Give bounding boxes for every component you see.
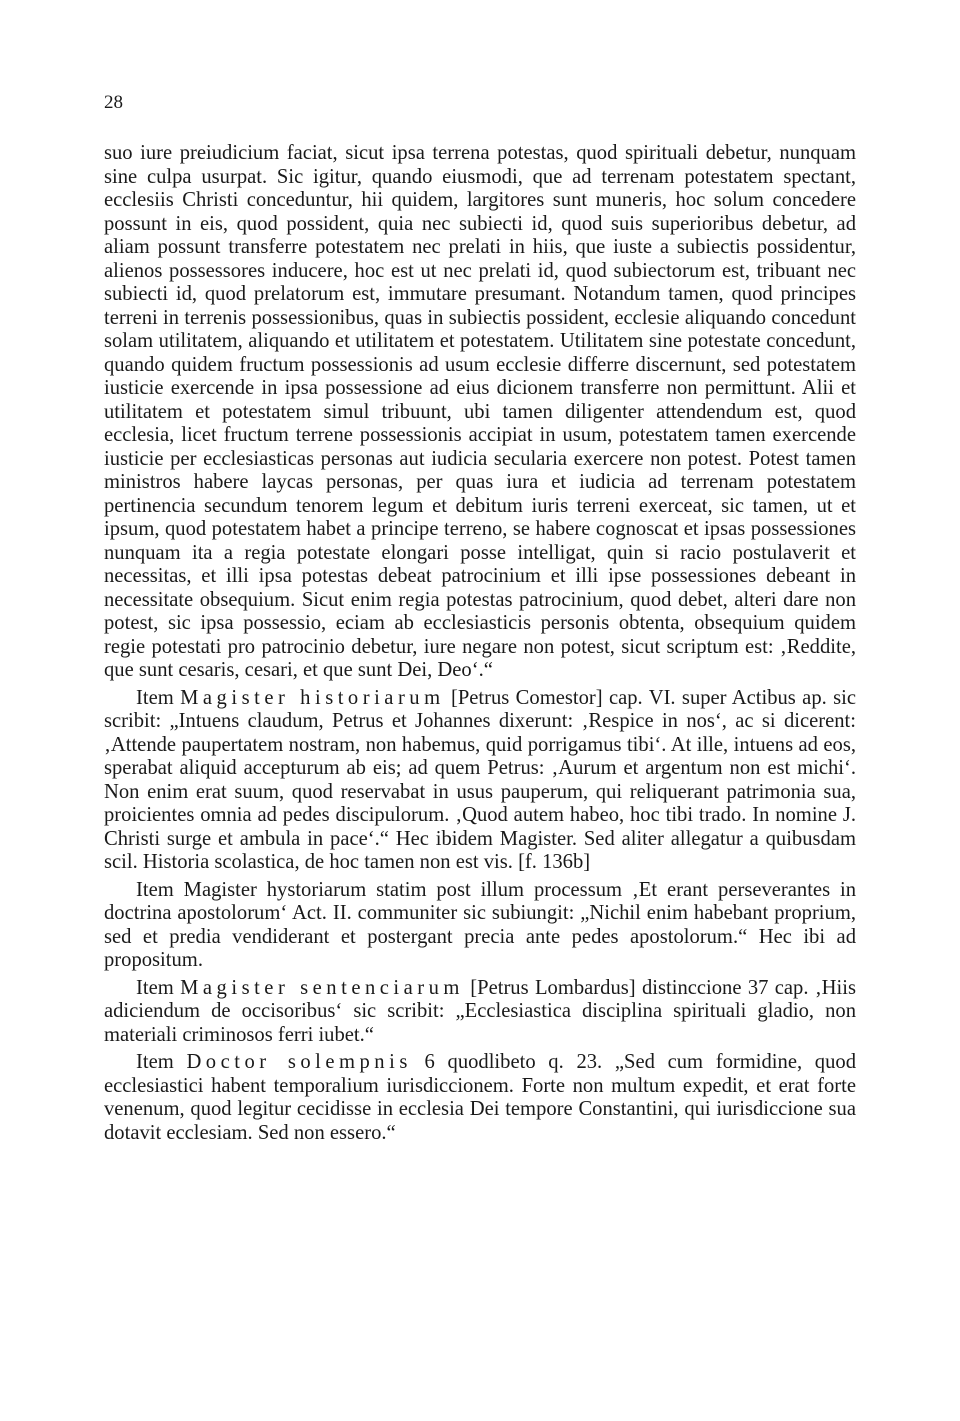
paragraph-p3	[104, 879, 856, 973]
page-number: 28	[104, 92, 123, 113]
spaced-author-name: Magister sentenciarum	[180, 976, 464, 999]
spaced-author-name: Magister historiarum	[180, 686, 445, 709]
text-segment: [Petrus Comestor] cap. VI. super Actibus ap. sic scribit: „Intuens claudum, Petrus et Johannes dixerunt: ‚Respice in nos‘, ac si dicerent: ‚Attende paupertatem nostram, non habemus, quid porrigamus tibi‘. At ille, intuens ad eos, sperabat aliquid accepturum ab eis; ad quem Petrus: ‚Aurum et argentum non est michi‘. Non enim erat suum, quod reservabat in usus pauperum, qui reliquerant patrimonia sua, proicientes omnia ad pedes discipulorum. ‚Quod autem habeo, hoc tibi trado. In nomine J. Christi surge et ambula in pace‘.“ Hec ibidem Magister. Sed aliter allegatur a quibusdam scil. Historia scolastica, de hoc tamen non est vis. [f. 136b]	[104, 686, 856, 873]
text-segment: 6 quodlibeto q. 23. „Sed cum formidine, quod ecclesiastici habent temporalium iurisdiccionem. Forte non multum expedit, et erat forte venenum, quod legitur cecidisse in ecclesia Dei tempore Constantini, qui iurisdiccione sua dotavit ecclesiam. Sed non essero.“	[104, 1051, 856, 1144]
text-segment: Item	[136, 1051, 187, 1073]
text-segment: [Petrus Lombardus] distinccione 37 cap. ‚Hiis adiciendum de occisoribus‘ sic scribit: „Ecclesiastica disciplina spirituali gladio, non materiali criminosos ferri iubet.“	[104, 976, 857, 1046]
paragraph-p2	[104, 687, 856, 875]
text-segment: suo iure preiudicium faciat, sicut ipsa terrena potestas, quod spirituali debetur, nunquam sine culpa usurpat. Sic igitur, quando eiusmodi, que ad terrenam potestatem spectant, ecclesiis Christi conceduntur, hii quidem, largitores sunt muneris, hoc solum concedere possunt in eis, quod possident, quia nec subiecti id, quod suis superioribus debetur, ad aliam possunt transferre potestatem nec prelati in hiis, que iuste a subiectis possidentur, alienos possessores inducere, hoc est ut nec prelati id, quod subiectorum est, tribuant nec subiecti id, quod prelatorum est, immutare presumant. Notandum tamen, quod principes terreni in terrenis possessionibus, quas in subiectis possident, ecclesie aliquando concedunt solam utilitatem, aliquando et utilitatem et potestatem. Utilitatem sine potestate concedunt, quando quidem fructum possessionis ad usum ecclesie differre discernunt, sed potestatem iusticie exercende in ipsa possessione ad eius dicionem transferre non permittunt. Alii et utilitatem et potestatem simul tribuunt, ubi tamen diligenter attendendum est, quod ecclesia, licet fructum terrene possessionis accipiat in usum, potestatem tamen exercende iusticie per ecclesiasticas personas aut iudicia secularia exercere non potest. Potest tamen ministros habere laycas personas, per quas iura et iudicia ad terrenam potestatem pertinencia secundum tenorem legum et debitum iuris terreni exerceat, sic tamen, ut et ipsum, quod potestatem habet a principe terreno, se habere cognoscat et ipsas possessiones nunquam ita a regia potestate elongari posse intelligat, quin si racio postulaverit et necessitas, et illi ipsa potestas debeat patrocinium et illi ipse possessiones debeant in necessitate obsequium. Sicut enim regia potestas patrocinium, quod debet, alteri dare non potest, sic ipsa possessio, eciam ab ecclesiasticis personis obtenta, obsequium quidem regie potestati pro patrocinio debetur, iure negare non potest, sicut scriptum est: ‚Reddite, que sunt cesaris, cesari, et que sunt Dei, Deo‘.“	[104, 142, 856, 681]
paragraph-p1	[104, 142, 856, 683]
spaced-author-name: Doctor solempnis	[186, 1051, 412, 1073]
text-segment: Item	[136, 976, 181, 999]
paragraph-p5	[104, 1051, 856, 1145]
text-segment: Item Magister hystoriarum statim post illum processum ‚Et erant perseverantes in doctrina apostolorum‘ Act. II. communiter sic subiungit: „Nichil enim habebant proprium, sed et predia vendiderant et postergant precia ante pedes apostolorum.“ Hec ibi ad propositum.	[104, 878, 856, 971]
text-segment: Item	[136, 686, 181, 709]
paragraph-p4	[104, 977, 856, 1048]
body-text	[104, 142, 856, 1145]
